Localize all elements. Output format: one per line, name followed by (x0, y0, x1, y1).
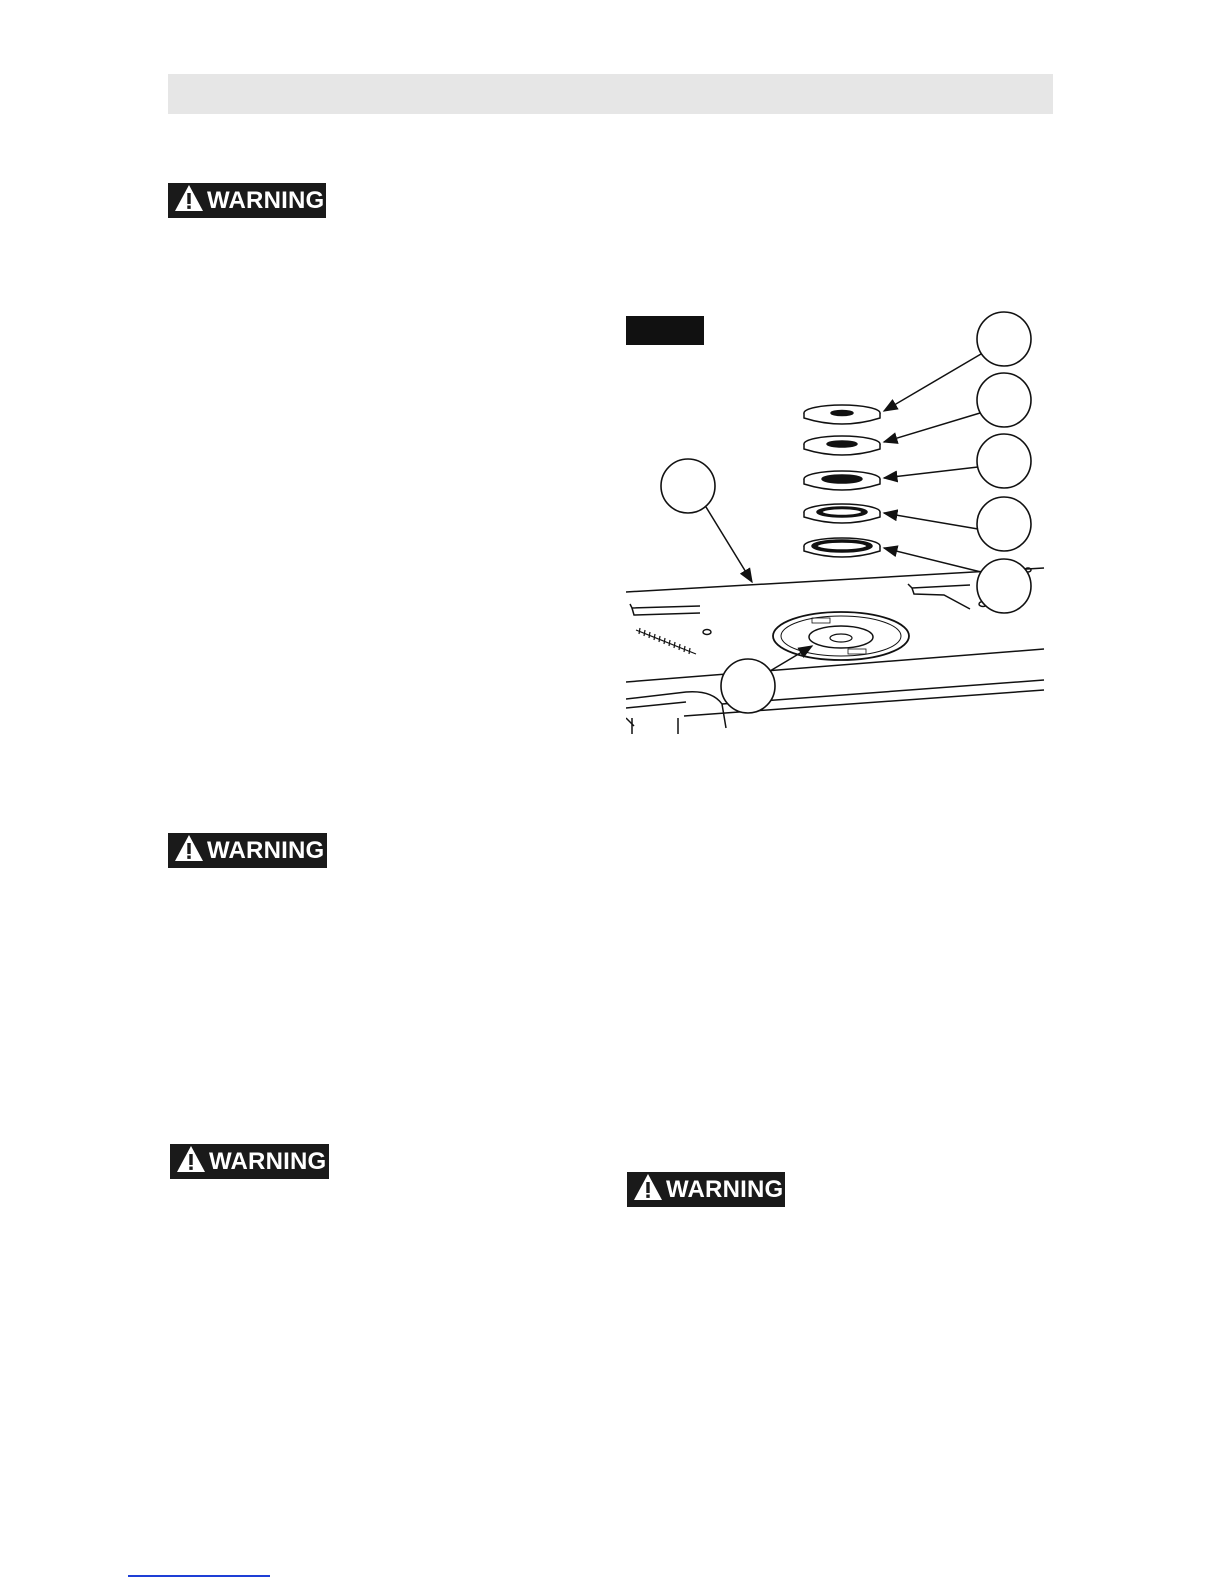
warning-label: WARNING (207, 186, 325, 214)
warning-triangle-icon (176, 1145, 206, 1178)
warning-label: WARNING (666, 1175, 784, 1203)
figure-insert-rings-illustration (626, 306, 1056, 738)
warning-badge-4 (627, 1172, 785, 1207)
warning-label: WARNING (209, 1147, 327, 1175)
warning-triangle-icon (174, 834, 204, 867)
warning-badge-2 (168, 833, 327, 868)
warning-triangle-icon (633, 1173, 663, 1206)
ruler-scale (636, 628, 696, 654)
section-header-bar (168, 74, 1053, 114)
figure-number-label (626, 316, 704, 345)
warning-badge-3 (170, 1144, 329, 1179)
insert-plate-drawing (773, 612, 909, 660)
footer-link-underline (128, 1575, 270, 1577)
warning-label: WARNING (207, 836, 325, 864)
warning-badge-1 (168, 183, 326, 218)
warning-triangle-icon (174, 184, 204, 217)
reducing-rings-drawing (804, 405, 880, 557)
